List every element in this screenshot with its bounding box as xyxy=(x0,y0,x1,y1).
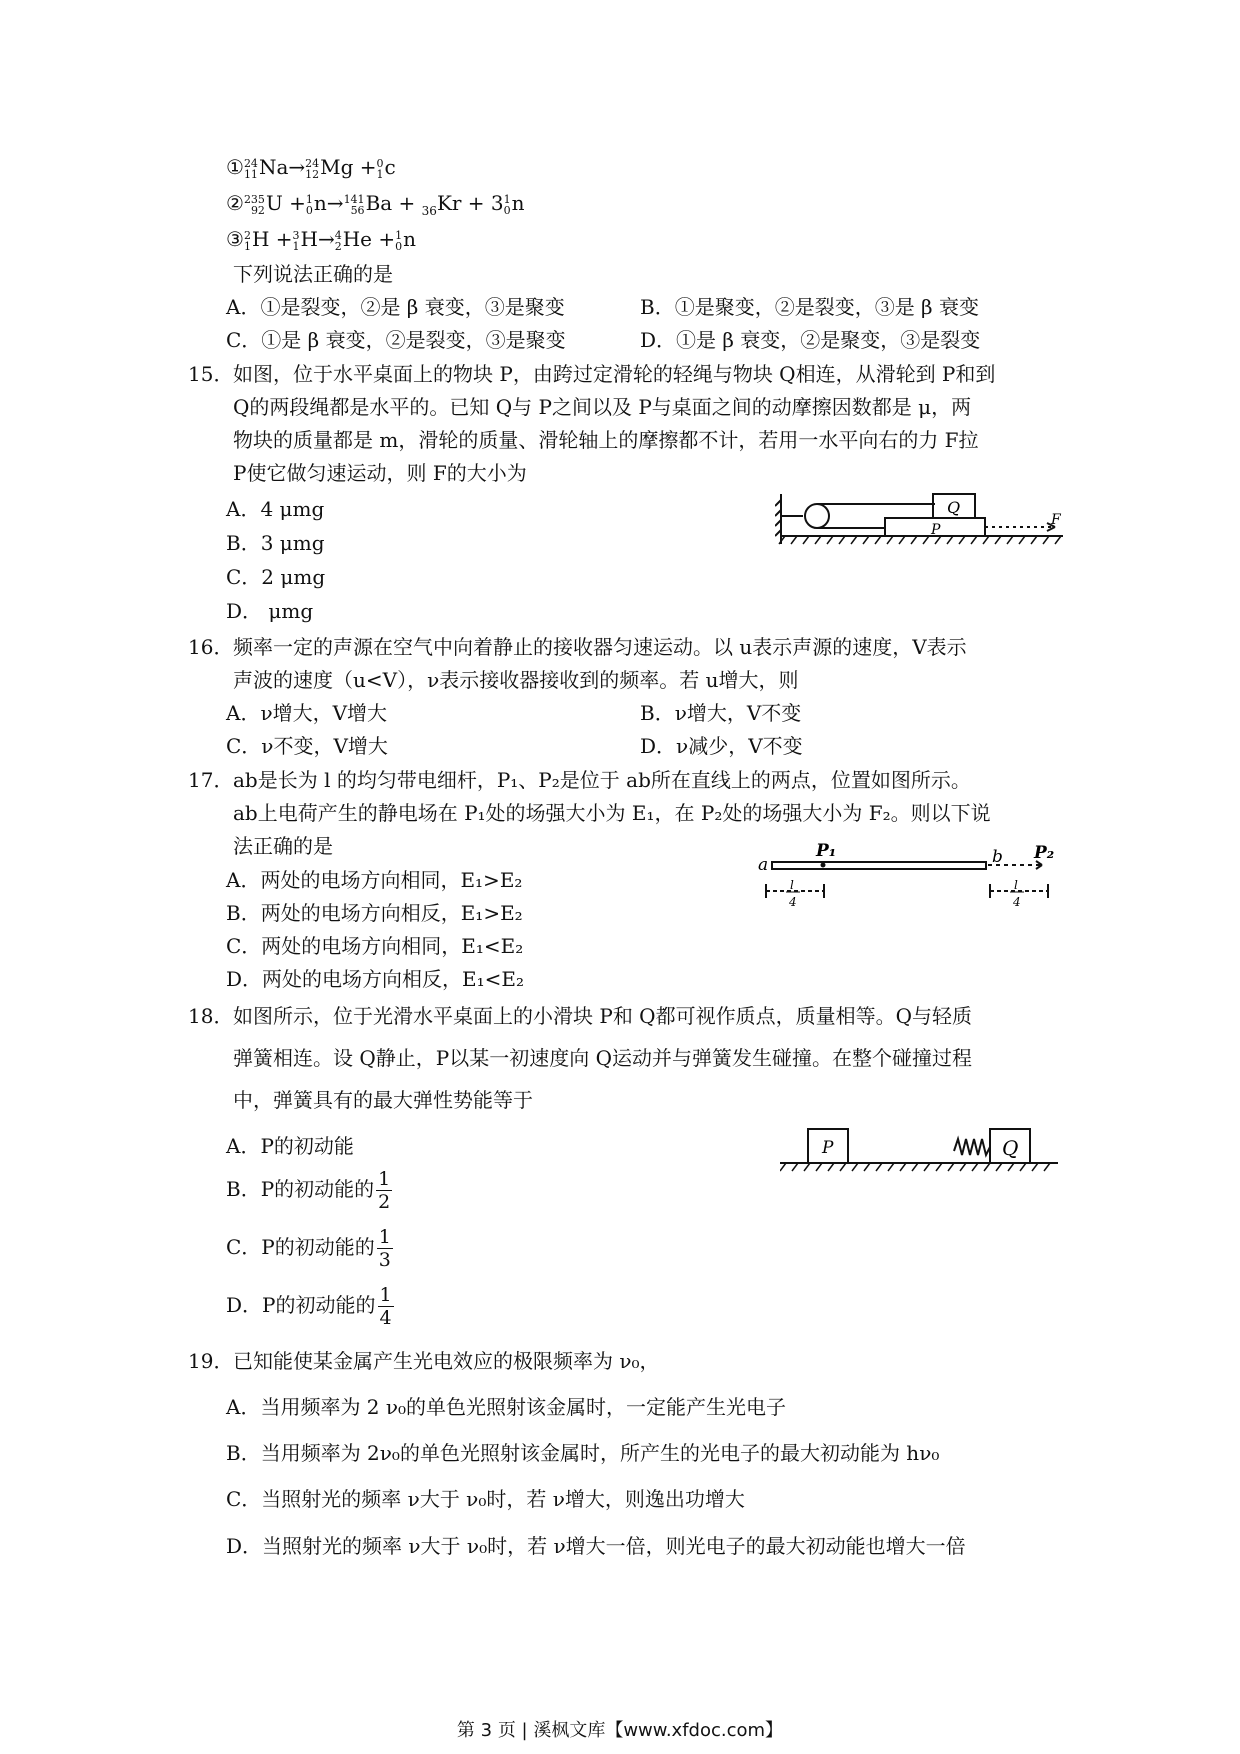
q14-option-d: D．①是 β 衰变，②是聚变，③是裂变 xyxy=(640,328,981,352)
q19-option-b: B．当用频率为 2ν₀的单色光照射该金属时，所产生的光电子的最大初动能为 hν₀ xyxy=(226,1441,940,1465)
q14-option-a: A．①是裂变，②是 β 衰变，③是聚变 xyxy=(226,295,565,319)
fig17-label-p1: P₁ xyxy=(816,841,837,861)
q18-option-b: B．P的初动能的 $\frac{1}{2}$ xyxy=(226,1168,391,1213)
fraction-one-half: $\frac{1}{2}$ xyxy=(378,1168,391,1213)
q18-line-3: 中，弹簧具有的最大弹性势能等于 xyxy=(233,1088,533,1112)
q15-number: 15． xyxy=(188,362,234,386)
fraction-one-quarter: $\frac{1}{4}$ xyxy=(379,1284,392,1329)
q18-option-d: D．P的初动能的 $\frac{1}{4}$ xyxy=(226,1284,392,1329)
q16-number: 16． xyxy=(188,635,234,659)
q19-number: 19． xyxy=(188,1349,234,1373)
q19-option-c: C．当照射光的频率 ν大于 ν₀时，若 ν增大，则逸出功增大 xyxy=(226,1487,745,1511)
q15-line-1: 如图，位于水平桌面上的物块 P，由跨过定滑轮的轻绳与物块 Q相连，从滑轮到 P和到 xyxy=(233,362,996,386)
q14-stem: 下列说法正确的是 xyxy=(233,262,393,286)
q15-option-d: D． μmg xyxy=(226,599,314,623)
q14-option-b: B．①是聚变，②是裂变，③是 β 衰变 xyxy=(640,295,979,319)
q17-option-c: C．两处的电场方向相同，E₁<E₂ xyxy=(226,934,524,958)
q15-line-3: 物块的质量都是 m，滑轮的质量、滑轮轴上的摩擦都不计，若用一水平向右的力 F拉 xyxy=(233,428,979,452)
q19-option-d: D．当照射光的频率 ν大于 ν₀时，若 ν增大一倍，则光电子的最大初动能也增大一倍 xyxy=(226,1534,966,1558)
fig17-label-p2: P₂ xyxy=(1034,843,1055,863)
q18-line-1: 如图所示，位于光滑水平桌面上的小滑块 P和 Q都可视作质点，质量相等。Q与轻质 xyxy=(233,1004,972,1028)
equation-2: ② 235 92 U + 1 0 n→ 141 56 Ba + $_{36}$Kr + 3 1 0 n xyxy=(226,191,525,218)
q15-option-c: C．2 μmg xyxy=(226,565,326,589)
q17-option-b: B．两处的电场方向相反，E₁>E₂ xyxy=(226,901,523,925)
q16-line-2: 声波的速度（u<V），ν表示接收器接收到的频率。若 u增大，则 xyxy=(233,668,799,692)
q17-option-a: A．两处的电场方向相同，E₁>E₂ xyxy=(226,868,523,892)
pulley-figure xyxy=(775,490,1065,550)
fig15-label-p: P xyxy=(931,522,941,538)
fig17-label-4-right: 4 xyxy=(1013,895,1021,909)
q17-line-3: 法正确的是 xyxy=(233,834,333,858)
q19-line-1: 已知能使某金属产生光电效应的极限频率为 ν₀， xyxy=(233,1349,660,1373)
fig15-label-q: Q xyxy=(947,498,961,517)
q16-option-b: B．ν增大，V不变 xyxy=(640,701,802,725)
q16-option-a: A．ν增大，V增大 xyxy=(226,701,388,725)
q17-option-d: D．两处的电场方向相反，E₁<E₂ xyxy=(226,967,525,991)
q17-number: 17． xyxy=(188,768,234,792)
q18-option-c: C．P的初动能的 $\frac{1}{3}$ xyxy=(226,1226,391,1271)
q18-option-a: A．P的初动能 xyxy=(226,1134,354,1158)
fig17-label-l-right: l xyxy=(1014,878,1018,892)
fig18-label-p: P xyxy=(822,1138,834,1158)
q18-line-2: 弹簧相连。设 Q静止，P以某一初速度向 Q运动并与弹簧发生碰撞。在整个碰撞过程 xyxy=(233,1046,972,1070)
fig17-label-b: b xyxy=(992,847,1003,867)
equation-1: ① 24 11 Na→ 24 12 Mg + 0 1 c xyxy=(226,155,396,181)
fig18-label-q: Q xyxy=(1002,1136,1019,1160)
rod-figure xyxy=(752,840,1062,916)
q17-line-1: ab是长为 l 的均匀带电细杆，P₁、P₂是位于 ab所在直线上的两点，位置如图所示。 xyxy=(233,768,971,792)
q15-option-a: A．4 μmg xyxy=(226,497,325,521)
spring-figure xyxy=(780,1125,1060,1175)
page-footer: 第 3 页 | 溪枫文库【www.xfdoc.com】 xyxy=(456,1720,784,1741)
q16-option-c: C．ν不变，V增大 xyxy=(226,734,388,758)
q14-option-c: C．①是 β 衰变，②是裂变，③是聚变 xyxy=(226,328,566,352)
fig15-label-f: F xyxy=(1051,512,1061,528)
q17-line-2: ab上电荷产生的静电场在 P₁处的场强大小为 E₁，在 P₂处的场强大小为 F₂。则以下说 xyxy=(233,801,991,825)
q15-line-2: Q的两段绳都是水平的。已知 Q与 P之间以及 P与桌面之间的动摩擦因数都是 μ，两 xyxy=(233,395,972,419)
fig17-label-l-left: l xyxy=(790,878,794,892)
fig17-label-4-left: 4 xyxy=(789,895,797,909)
q16-line-1: 频率一定的声源在空气中向着静止的接收器匀速运动。以 u表示声源的速度，V表示 xyxy=(233,635,967,659)
q15-line-4: P使它做匀速运动，则 F的大小为 xyxy=(233,461,527,485)
fig17-label-a: a xyxy=(758,855,769,875)
q18-number: 18． xyxy=(188,1004,234,1028)
fraction-one-third: $\frac{1}{3}$ xyxy=(378,1226,391,1271)
q16-option-d: D．ν减少，V不变 xyxy=(640,734,803,758)
q19-option-a: A．当用频率为 2 ν₀的单色光照射该金属时，一定能产生光电子 xyxy=(226,1395,787,1419)
q15-option-b: B．3 μmg xyxy=(226,531,325,555)
equation-3: ③ 2 1 H + 3 1 H→ 4 2 He + 1 0 n xyxy=(226,227,416,253)
